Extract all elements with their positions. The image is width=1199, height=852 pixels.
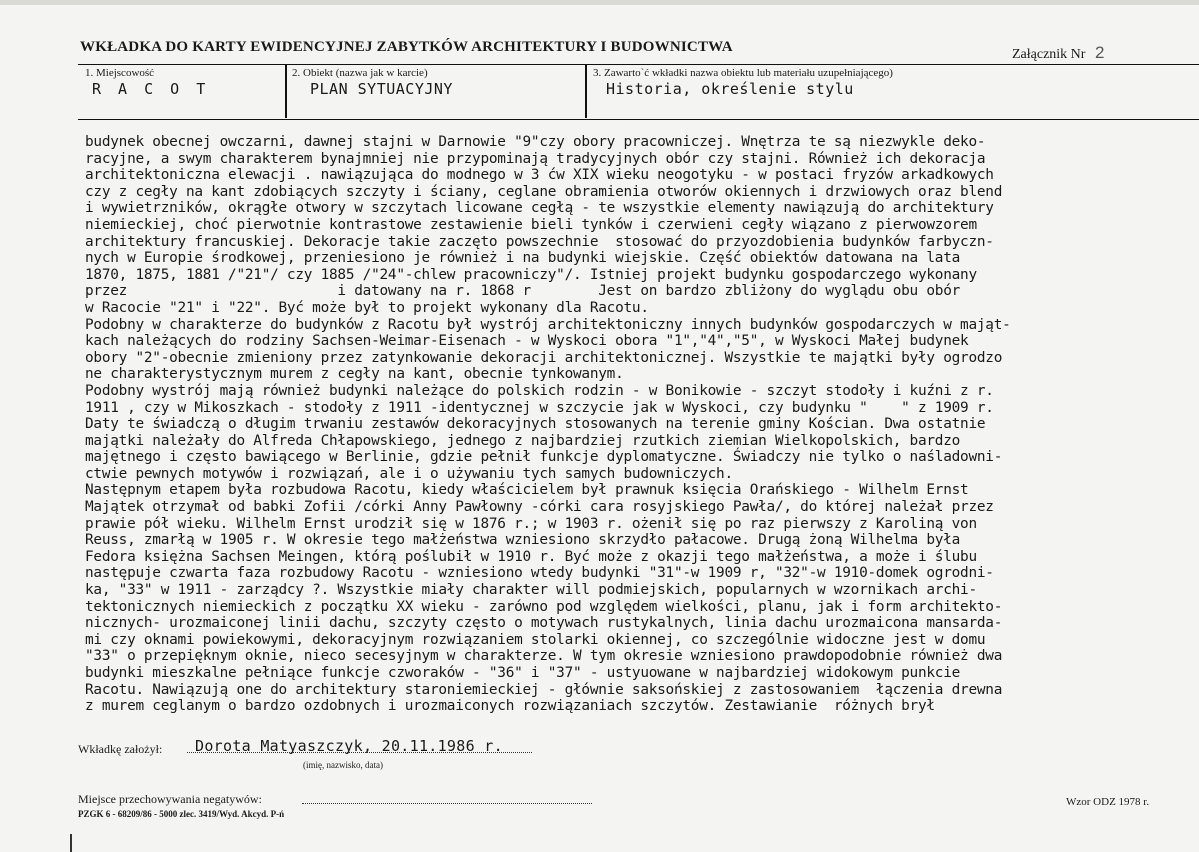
text-line: racyjne, a swym charakterem bynajmniej nie przypominają tradycyjnych obór czy stajni. Również ich dekoracja — [85, 150, 986, 167]
attachment-label: Załącznik Nr — [1012, 47, 1086, 62]
text-line: prawie pół wieku. Wilhelm Ernst urodził się w 1876 r.; w 1903 r. ożenił się po raz pierwszy z Karoliną von — [85, 515, 977, 532]
margin-rule — [70, 834, 72, 852]
text-line: Reuss, zmarłą w 1905 r. W okresie tego małżeństwa wzniesiono skrzydło pałacowe. Drugą żoną Wilhelma była — [85, 532, 961, 549]
text-line: architektury francuskiej. Dekoracje takie zaczęto powszechnie stosować do przyozdobienia budynków farbyczn- — [85, 233, 994, 250]
page-edge — [0, 0, 1199, 5]
text-line: Następnym etapem była rozbudowa Racotu, kiedy właścicielem był prawnuk księcia Orańskiego - Wilhelm Ernst — [85, 482, 969, 499]
text-line: ne charakterystycznym murem z cegły na kant, obecnie tynkowanym. — [85, 366, 624, 383]
text-line: 1911 , czy w Mikoszkach - stodoły z 1911 -identycznej w szczycie jak w Wyskoci, czy budynku " " z 1909 r. — [85, 399, 994, 416]
author-value: Dorota Matyaszczyk, 20.11.1986 r. — [195, 737, 503, 755]
document-body — [85, 134, 1199, 715]
text-line: Podobny w charakterze do budynków z Racotu był wystrój architektoniczny innych budynków gospodarczych w mająt- — [85, 316, 1011, 333]
negatives-label: Miejsce przechowywania negatywów: — [78, 792, 262, 806]
text-line: w Racocie "21" i "22". Być może był to projekt wykonany dla Racotu. — [85, 299, 649, 316]
content-value: Historia, określenie stylu — [606, 80, 854, 98]
text-line: Fedora księżna Sachsen Meingen, którą poślubił w 1910 r. Być może z okazji tego małżeństwa, a może i ślubu — [85, 548, 977, 565]
place-label: 1. Miejscowość — [85, 67, 155, 79]
attachment-number-value: 2 — [1094, 43, 1105, 62]
text-line: Podobny wystrój mają również budynki należące do polskich rodzin - w Bonikowie - szczyt stodoły i kuźni z r. — [85, 382, 994, 399]
attachment-number — [1012, 43, 1104, 63]
text-line: nicznych- urozmaiconej linii dachu, szczyty często o motywach rustykalnych, linia dachu urozmaicona mansarda- — [85, 615, 1003, 632]
negatives-line — [302, 803, 592, 804]
text-line: Daty te świadczą o długim trwaniu zestawów dekoracyjnych stosowanych na terenie gminy Kościan. Dwa ostatnie — [85, 416, 986, 433]
content-label: 3. Zawarto`ć wkładki nazwa obiektu lub materiału uzupełniającego) — [593, 67, 893, 79]
form-title: WKŁADKA DO KARTY EWIDENCYJNEJ ZABYTKÓW ARCHITEKTURY I BUDOWNICTWA — [80, 39, 733, 55]
text-line: tektonicznych niemieckich z początku XX wieku - zarówno pod względem wielkości, planu, jak i form architekto- — [85, 598, 1003, 615]
author-label: Wkładkę założył: — [78, 742, 163, 756]
author-hint: (imię, nazwisko, data) — [303, 760, 383, 770]
text-line: następuje czwarta faza rozbudowy Racotu - wzniesiono wtedy budynki "31"-w 1909 r, "32"-w 1910-domek ogrodni- — [85, 565, 994, 582]
place-value: R A C O T — [92, 80, 210, 98]
text-line: architektoniczna elewacji . nawiązująca do modnego w 3 ćw XIX wieku neogotyku - w postaci fryzów arkadkowych — [85, 167, 994, 184]
text-line: budynki mieszkalne pełniące funkcje czworaków - "36" i "37" - ustyuowane w najbardziej widokowym punkcie — [85, 665, 961, 681]
text-line: Majątek otrzymał od babki Zofii /córki Anny Pawłowny -córki cara rosyjskiego Pawła/, do której należał przez — [85, 499, 994, 516]
text-line: budynek obecnej owczarni, dawnej stajni w Darnowie "9"czy obory pracowniczej. Wnętrza te są niezwykle deko- — [85, 134, 986, 150]
text-line: kach należących do rodziny Sachsen-Weimar-Eisenach - w Wyskoci obora "1","4","5", w Wyskoci Małej budynek — [85, 333, 969, 350]
text-line: przez i datowany na r. 1868 r Jest on bardzo zbliżony do wyglądu obu obór — [85, 283, 961, 300]
field-divider — [285, 64, 287, 118]
text-line: 1870, 1875, 1881 /"21"/ czy 1885 /"24"-chlew pracowniczy"/. Istniej projekt budynku gospodarczego wykonany — [85, 266, 977, 283]
form-model: Wzor ODZ 1978 r. — [1066, 796, 1150, 808]
object-label: 2. Obiekt (nazwa jak w karcie) — [292, 67, 428, 79]
text-line: z murem ceglanym o bardzo ozdobnych i urozmaiconych rozwiązaniach szczytów. Zestawianie różnych brył — [85, 698, 935, 715]
text-line: ctwie pewnych motywów i rozwiązań, ale i o używaniu tych samych budowniczych. — [85, 465, 733, 482]
text-line: czy z cegły na kant zdobiących szczyty i ściany, ceglane obramienia otworów okiennych i drzwiowych oraz blend — [85, 183, 1003, 200]
text-line: i wywietrzników, okrągłe otwory w szczytach licowane cegłą - te wszystkie elementy nawiązują do architektury — [85, 200, 994, 217]
text-line: majątki należały do Alfreda Chłapowskiego, jednego z najbardziej rzutkich ziemian Wielkopolskich, bardzo — [85, 432, 961, 449]
object-value: PLAN SYTUACYJNY — [310, 80, 453, 98]
text-line: mi czy oknami powiekowymi, dekoracyjnym rozwiązaniem stolarki okiennej, co szczególnie widoczne jest w domu — [85, 631, 986, 648]
text-line: niemieckiej, choć pierwotnie kontrastowe zestawienie bieli tynków i czerwieni cegły wiązano z pierwowzorem — [85, 216, 977, 233]
text-line: obory "2"-obecnie zmieniony przez zatynkowanie dekoracji architektonicznej. Wszystkie te majątki były ogrodzo — [85, 349, 1003, 366]
text-line: nych w Europie środkowej, przeniesiono je również i na budynki wiejskie. Część obiektów datowana na lata — [85, 250, 961, 267]
field-divider — [585, 64, 587, 118]
text-line: Racotu. Nawiązują one do architektury staroniemieckiej - głównie saksońskiej z zastosowaniem łączenia drewna — [85, 681, 1003, 698]
print-info: PZGK 6 - 68209/86 - 5000 zlec. 3419/Wyd. Akcyd. P-ń — [78, 809, 285, 819]
text-line: "33" o przepięknym oknie, nieco secesyjnym w charakterze. W tym okresie wzniesiono prawdopodobnie również dwa — [85, 648, 1003, 665]
text-line: ka, "33" w 1911 - zarządcy ?. Wszystkie miały charakter will podmiejskich, popularnych w wzornikach archi- — [85, 582, 977, 599]
text-line: majętnego i często bawiącego w Berlinie, gdzie pełnił funkcje dyplomatyczne. Świadczy nie tylko o naśladowni- — [85, 449, 1003, 466]
